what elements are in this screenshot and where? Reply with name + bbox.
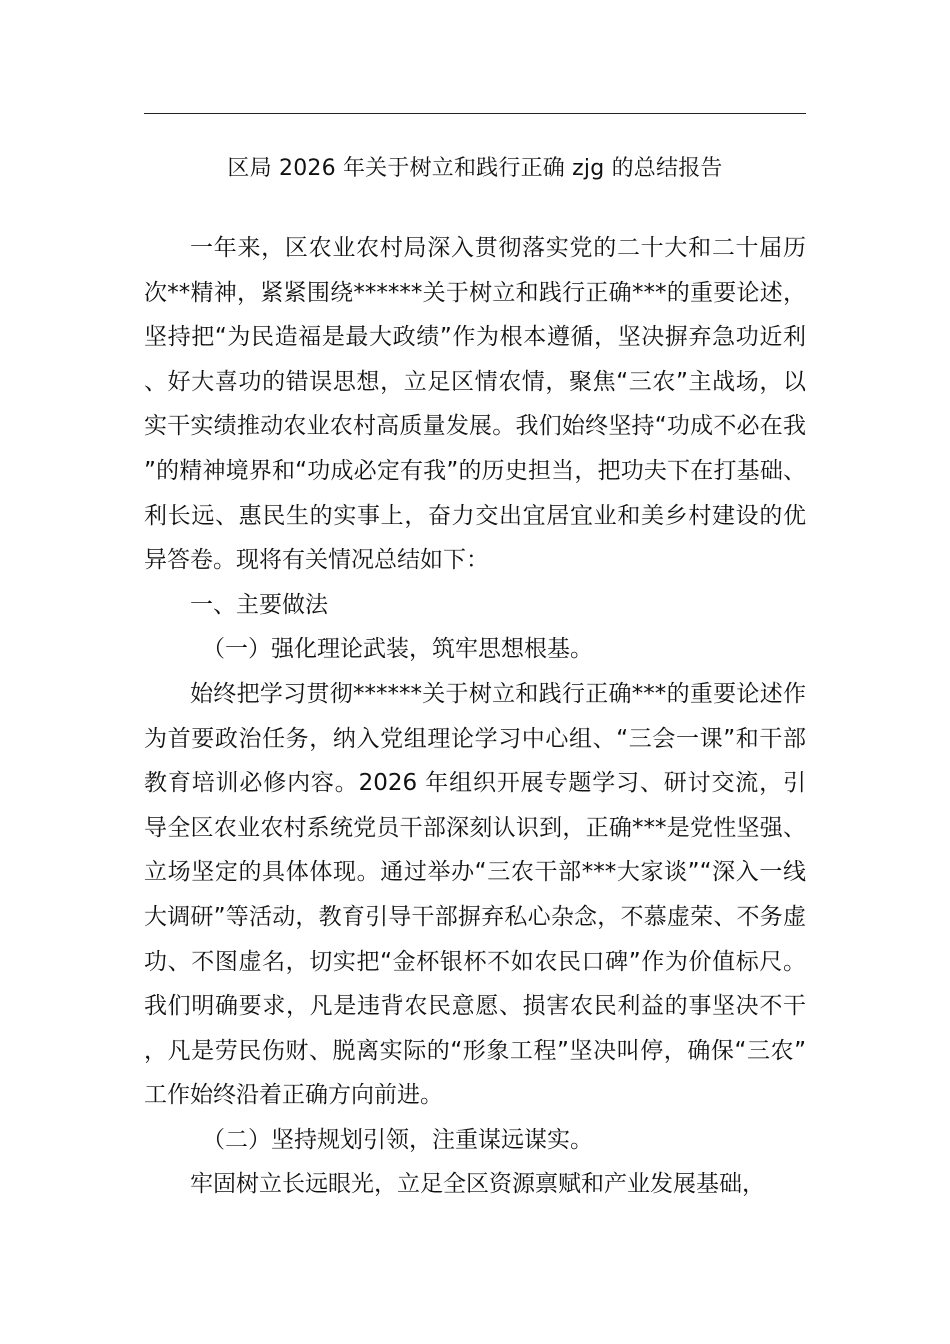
theory-paragraph: 始终把学习贯彻******关于树立和践行正确***的重要论述作为首要政治任务，纳入党组理论学习中心组、“三会一课”和干部教育培训必修内容。2026 年组织开展专题学习、研讨交流，引导全区农业农村系统党员干部深刻认识到，正确***是党性坚强、立场坚定的具体体现。通过举办“三农干部***大家谈”“深入一线大调研”等活动，教育引导干部摒弃私心杂念，不慕虚荣、不务虚功、不图虚名，切实把“金杯银杯不如农民口碑”作为价值标尺。我们明确要求，凡是违背农民意愿、损害农民利益的事坚决不干，凡是劳民伤财、脱离实际的“形象工程”坚决叫停，确保“三农”工作始终沿着正确方向前进。 bbox=[144, 680, 806, 1109]
intro-paragraph: 一年来，区农业农村局深入贯彻落实党的二十大和二十届历次**精神，紧紧围绕******关于树立和践行正确***的重要论述，坚持把“为民造福是最大政绩”作为根本遵循，坚决摒弃急功近利、好大喜功的错误思想，立足区情农情，聚焦“三农”主战场，以实干实绩推动农业农村高质量发展。我们始终坚持“功成不必在我”的精神境界和“功成必定有我”的历史担当，把功夫下在打基础、利长远、惠民生的实事上，奋力交出宜居宜业和美乡村建设的优异答卷。现将有关情况总结如下： bbox=[144, 235, 807, 574]
planning-paragraph: 牢固树立长远眼光，立足全区资源禀赋和产业发展基础， bbox=[190, 1171, 765, 1198]
document-body bbox=[144, 226, 806, 1207]
header-rule bbox=[144, 113, 806, 114]
subheading-theory: （一）强化理论武装，筑牢思想根基。 bbox=[202, 636, 593, 663]
subheading-planning: （二）坚持规划引领，注重谋远谋实。 bbox=[202, 1126, 593, 1153]
section-heading-main-practices: 一、主要做法 bbox=[190, 591, 328, 618]
document-title: 区局 2026 年关于树立和践行正确 zjg 的总结报告 bbox=[227, 156, 723, 181]
